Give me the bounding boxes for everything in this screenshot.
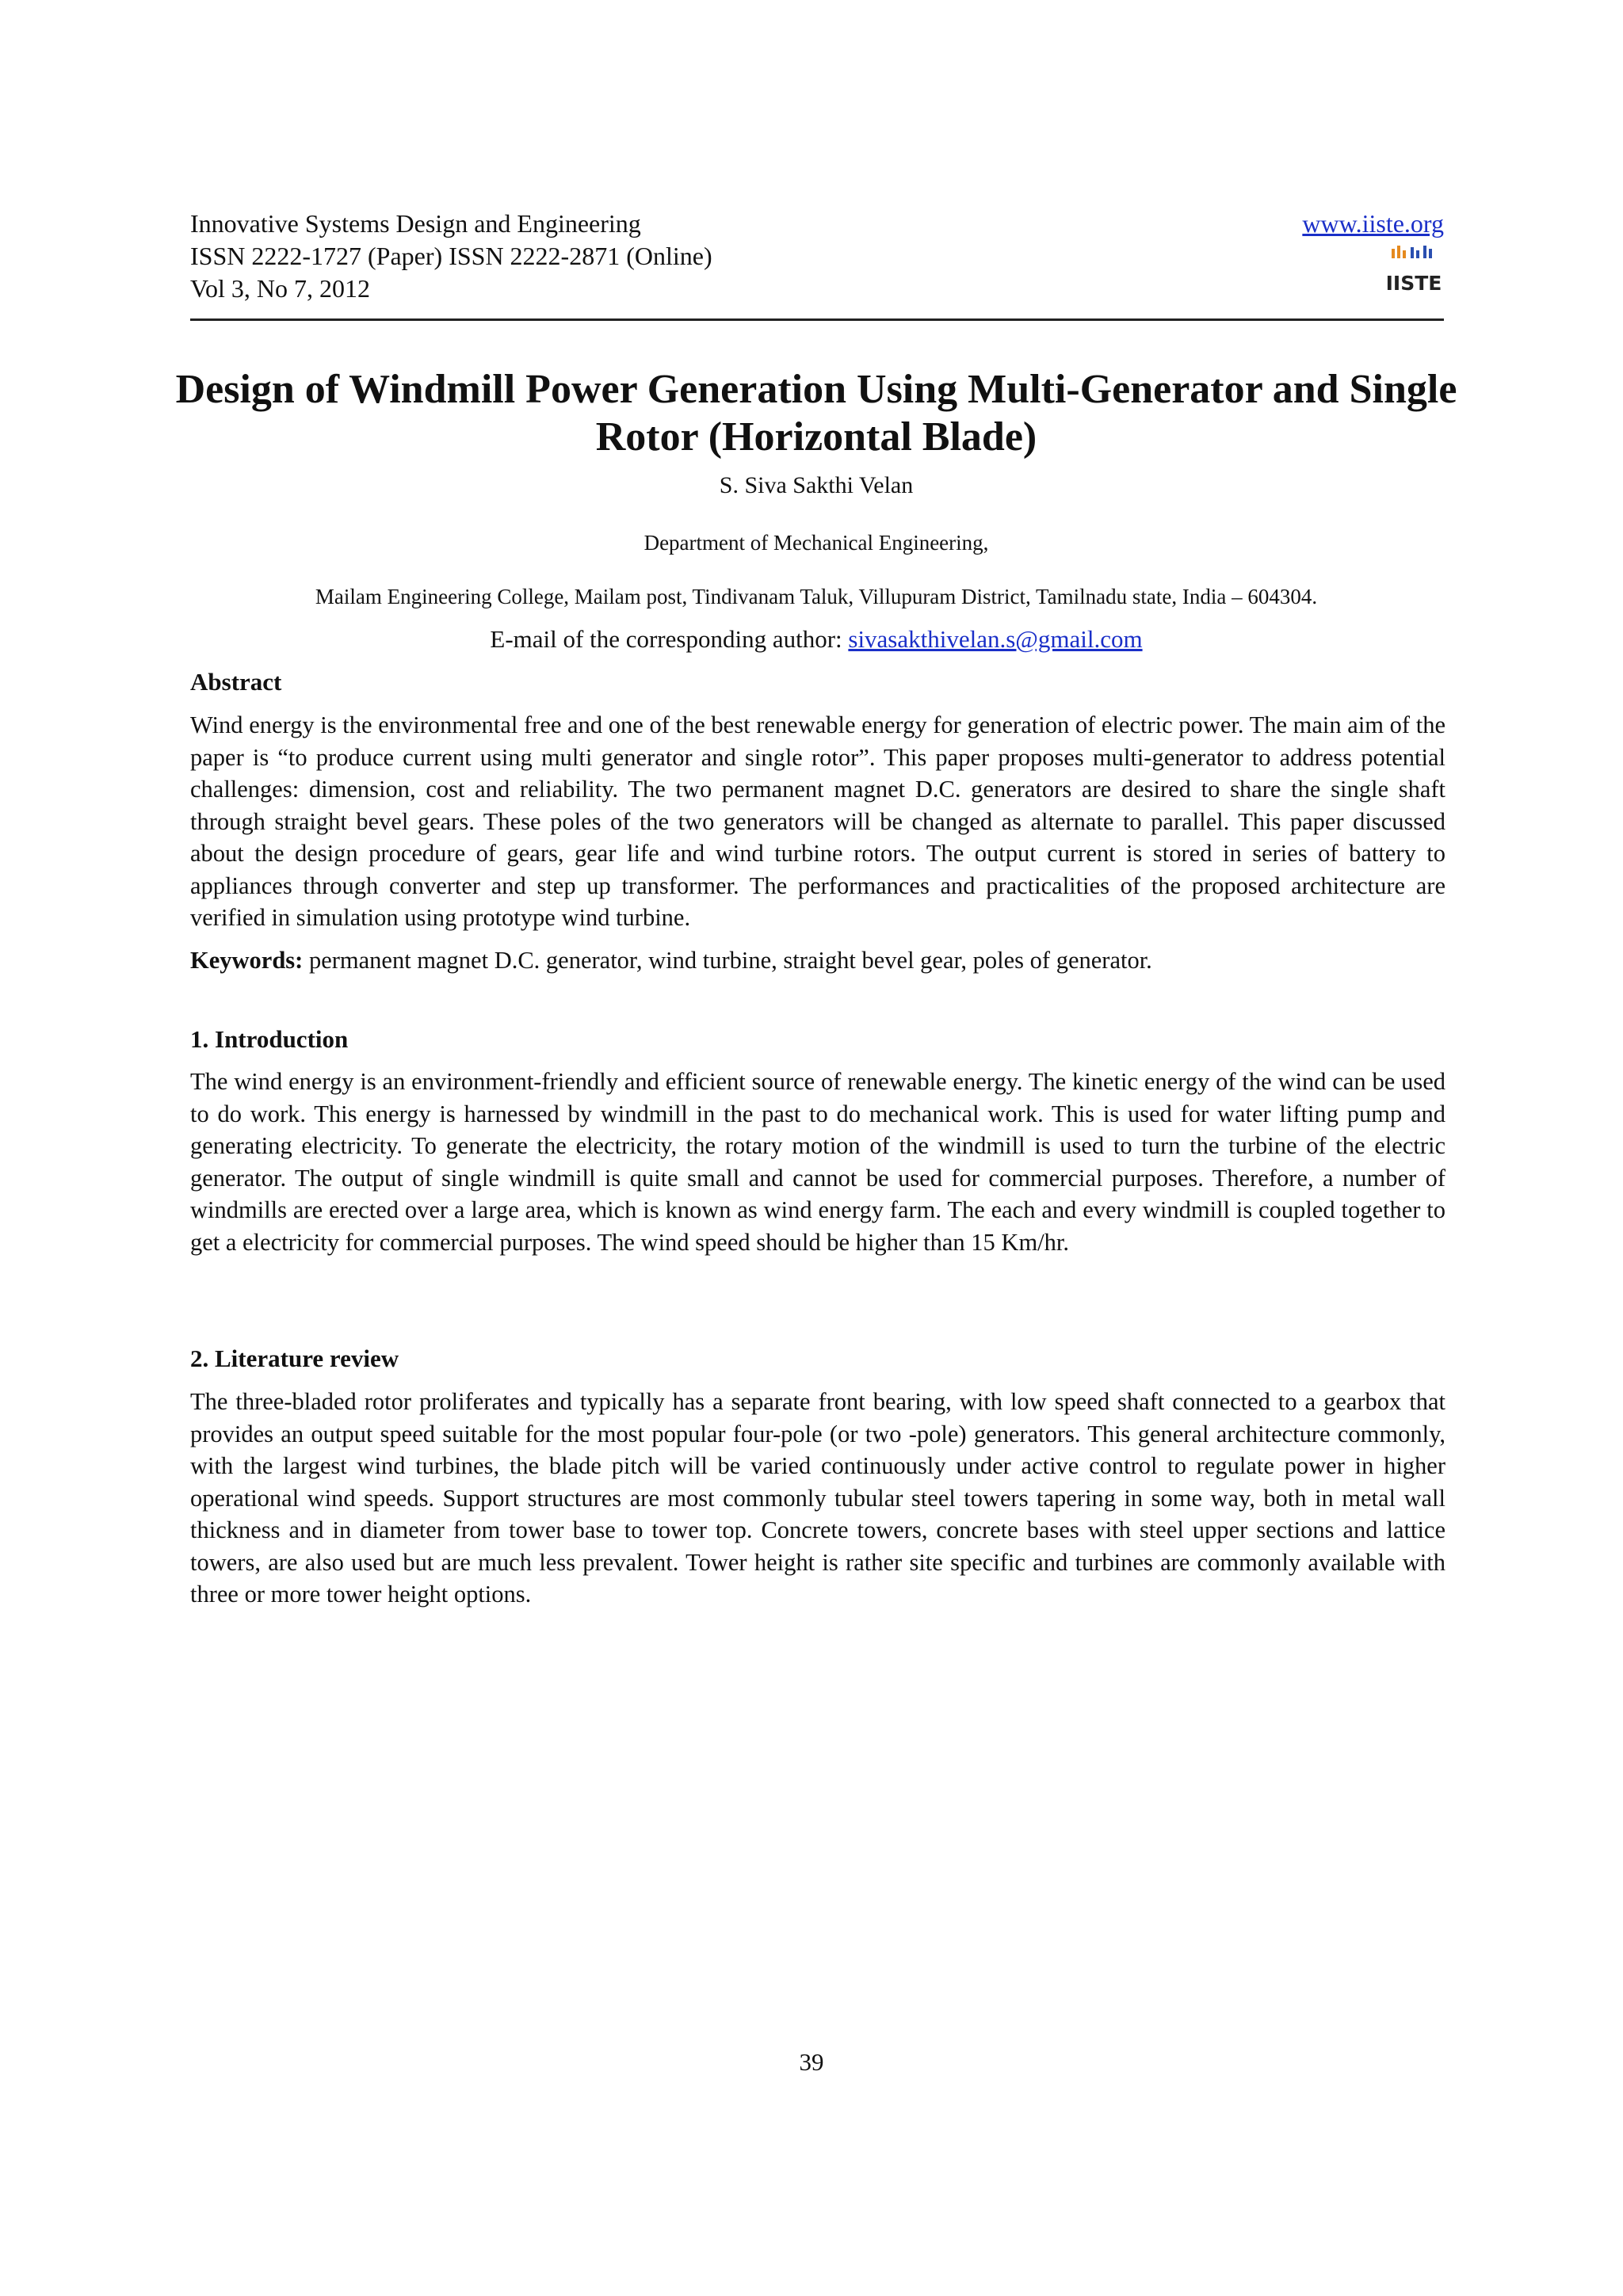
- paper-author: S. Siva Sakthi Velan: [719, 472, 914, 498]
- email-label: E-mail of the corresponding author:: [490, 625, 849, 653]
- abstract-text: Wind energy is the environmental free and one of the best renewable energy for generation of electric power. The main aim of the paper is “to produce current using multi generator and single rotor”. This paper proposes multi-generator to address potential challenges: dimension, cost and reliability. The two permanent magnet D.C. generators are desired to share the single shaft through straight bevel gears. These poles of the two generators will be changed as alternate to parallel. This paper discussed about the design procedure of gears, gear life and wind turbine rotors. The output current is stored in series of battery to appliances through converter and step up transformer. The performances and practicalities of the proposed architecture are verified in simulation using prototype wind turbine.: [190, 711, 1445, 931]
- journal-header: [190, 208, 1444, 318]
- header-rule: [190, 318, 1444, 321]
- journal-name: Innovative Systems Design and Engineering: [190, 209, 641, 238]
- journal-issn: ISSN 2222-1727 (Paper) ISSN 2222-2871 (Online): [190, 242, 712, 270]
- literature-text: The three-bladed rotor proliferates and typically has a separate front bearing, with low speed shaft connected to a gearbox that provides an output speed suitable for the most popular four-pole (or two -pole) generators. This general architecture commonly, with the largest wind turbines, the blade pitch will be varied continuously under active control to regulate power in higher operational wind speeds. Support structures are most commonly tubular steel towers tapering in some way, both in metal wall thickness and in diameter from tower base to tower top. Concrete towers, concrete bases with steel upper sections and lattice towers, are also used but are much less prevalent. Tower height is rather site specific and turbines are commonly available with three or more tower height options.: [190, 1388, 1445, 1608]
- paper-title: Design of Windmill Power Generation Using Multi-Generator and Single Rotor (Horizontal Blade): [175, 367, 1457, 460]
- email-link[interactable]: sivasakthivelan.s@gmail.com: [848, 625, 1143, 653]
- literature-heading: 2. Literature review: [190, 1344, 399, 1372]
- keywords-text: permanent magnet D.C. generator, wind turbine, straight bevel gear, poles of generator.: [303, 947, 1152, 974]
- iiste-logo-icon: [1385, 244, 1442, 295]
- author-affiliation: Mailam Engineering College, Mailam post, Tindivanam Taluk, Villupuram District, Tamilnadu state, India – 604304.: [315, 585, 1318, 608]
- abstract-heading: Abstract: [190, 668, 282, 696]
- author-department: Department of Mechanical Engineering,: [643, 531, 989, 555]
- page-number: 39: [799, 2048, 824, 2076]
- introduction-heading: 1. Introduction: [190, 1025, 349, 1053]
- website-link[interactable]: www.iiste.org: [1302, 209, 1444, 238]
- logo-text: IISTE: [1385, 272, 1442, 295]
- journal-info: [190, 208, 712, 305]
- iiste-logo-graphic: [1385, 244, 1442, 295]
- introduction-text: The wind energy is an environment-friendly and efficient source of renewable energy. The kinetic energy of the wind can be used to do work. This energy is harnessed by windmill in the past to do mechanical work. This is used for water lifting pump and generating electricity. To generate the electricity, the rotary motion of the windmill is used to turn the turbine of the electric generator. The output of single windmill is quite small and cannot be used for commercial purposes. Therefore, a number of windmills are erected over a large area, which is known as wind energy farm. The each and every windmill is coupled together to get a electricity for commercial purposes. The wind speed should be higher than 15 Km/hr.: [190, 1068, 1445, 1256]
- journal-volume: Vol 3, No 7, 2012: [190, 274, 370, 303]
- keywords-label: Keywords:: [190, 947, 304, 974]
- corresponding-email-line: [158, 625, 1474, 654]
- keywords-line: [190, 944, 1445, 977]
